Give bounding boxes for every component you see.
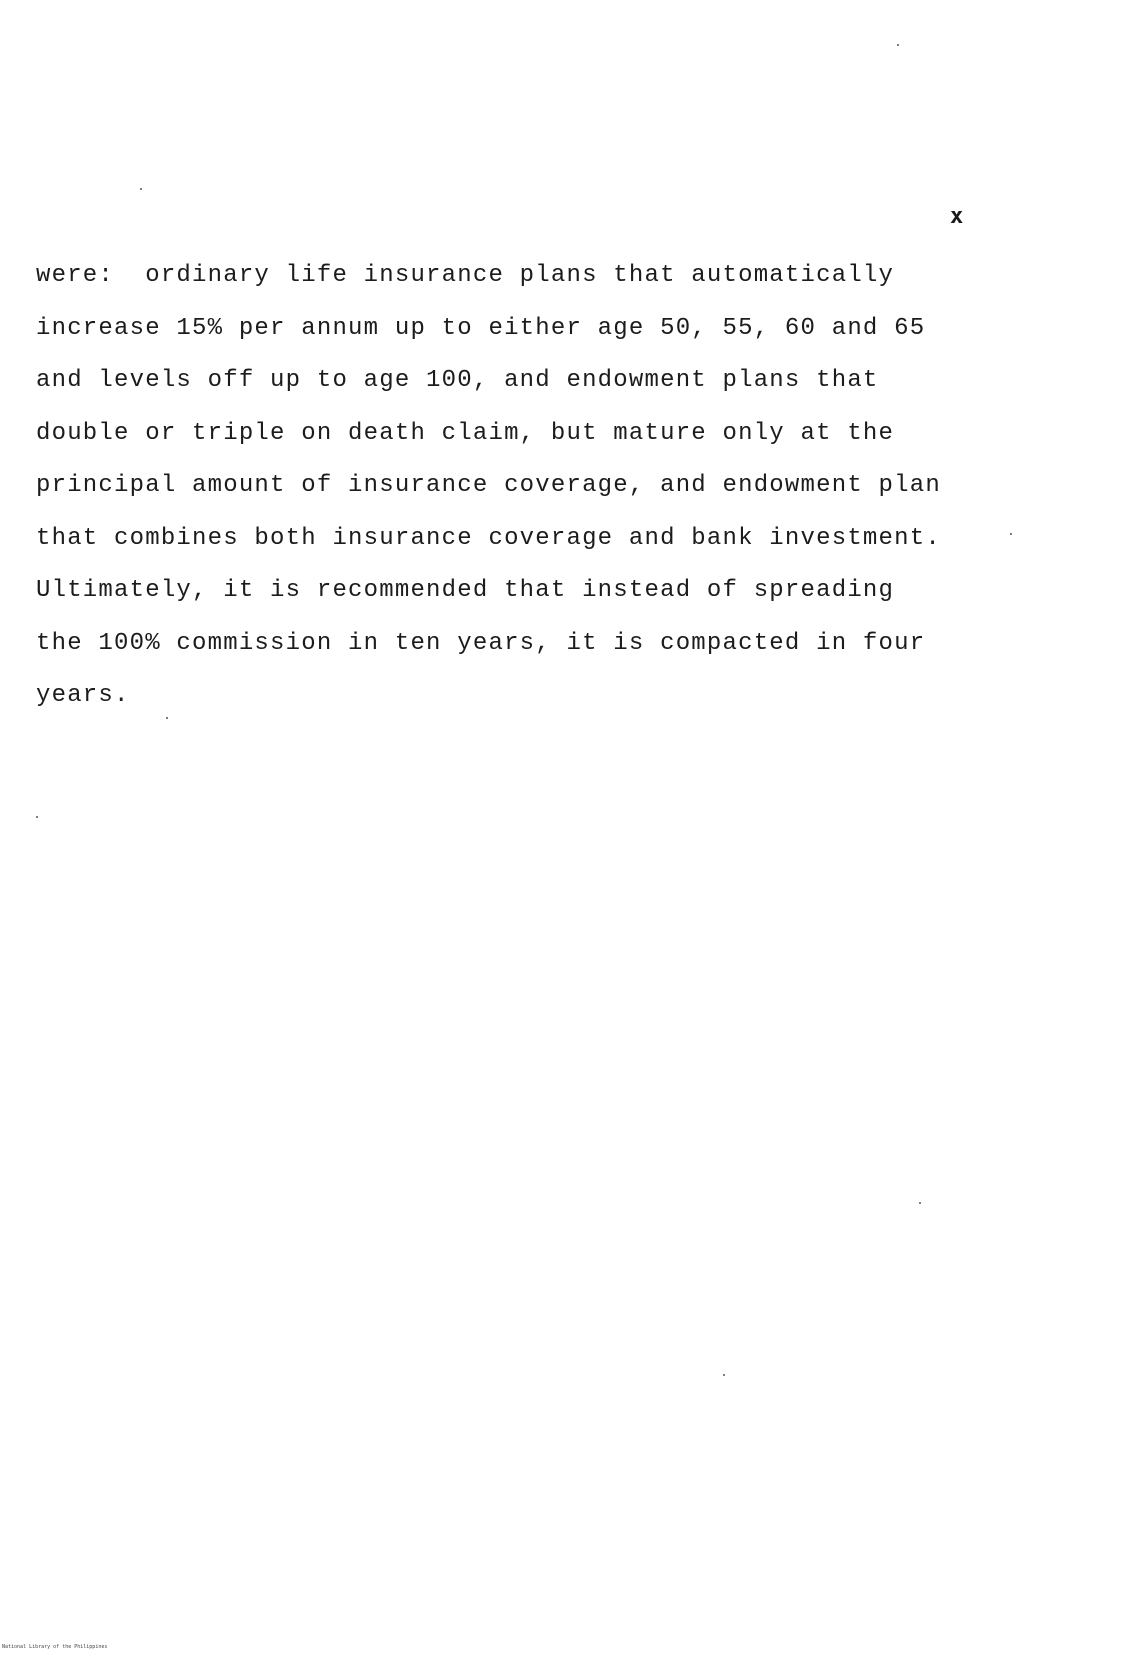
text-line: principal amount of insurance coverage, and endowment plan xyxy=(36,472,941,499)
body-paragraph xyxy=(36,250,941,723)
scan-speck xyxy=(36,816,38,818)
page-number: x xyxy=(950,204,964,229)
text-line: years. xyxy=(36,682,130,709)
text-line: Ultimately, it is recommended that instead of spreading xyxy=(36,577,895,604)
text-line: that combines both insurance coverage and bank investment. xyxy=(36,524,941,552)
text-line: double or triple on death claim, but mature only at the xyxy=(36,419,895,447)
scan-speck xyxy=(166,717,168,719)
scan-speck xyxy=(1010,533,1012,535)
text-line: and levels off up to age 100, and endowment plans that xyxy=(36,367,879,394)
text-line: increase 15% per annum up to either age 50, 55, 60 and 65 xyxy=(36,314,926,342)
scan-speck xyxy=(140,188,142,190)
scan-speck xyxy=(919,1202,921,1204)
scan-speck xyxy=(723,1374,725,1376)
scan-speck xyxy=(897,44,899,46)
text-line: the 100% commission in ten years, it is compacted in four xyxy=(36,629,926,657)
text-line: were: ordinary life insurance plans that automatically xyxy=(36,262,895,289)
library-stamp: National Library of the Philippines xyxy=(2,1644,108,1650)
